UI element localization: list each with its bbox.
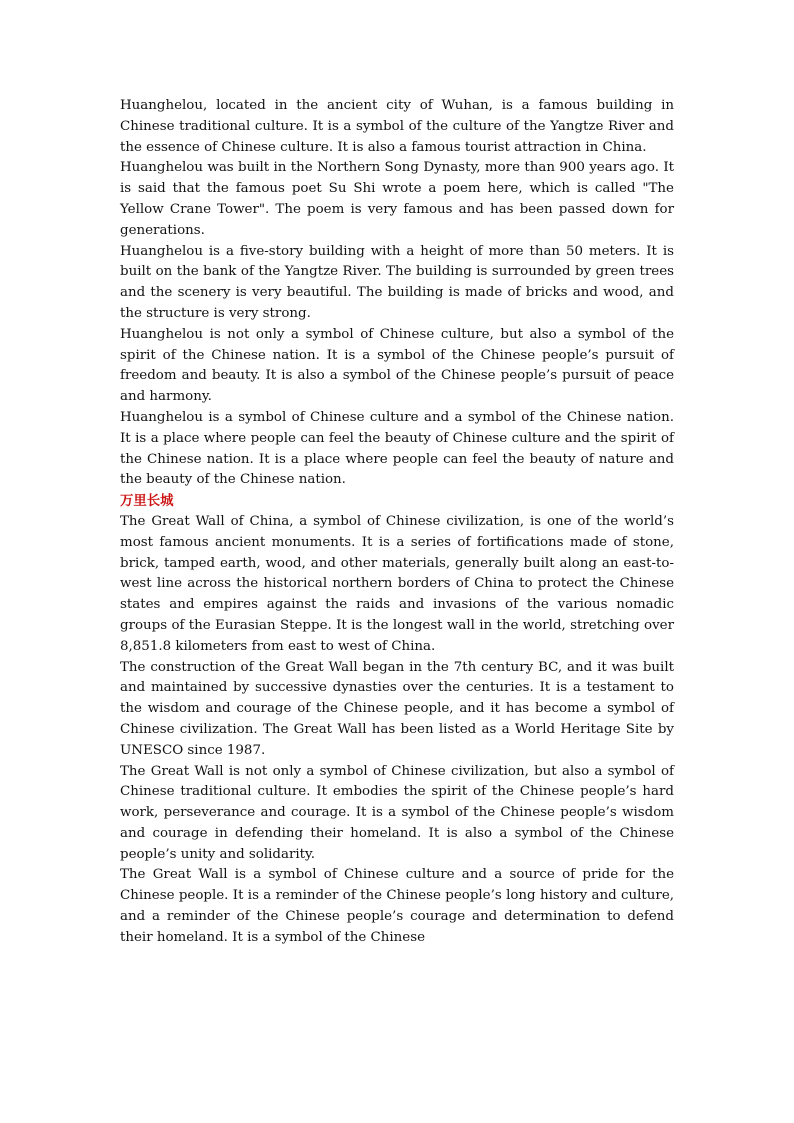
huanghelou-paragraph-2: Huanghelou was built in the Northern Song Dynasty, more than 900 years ago. It is said that the famous poet Su Shi wrote a poem here, which is called "The Yellow Crane Tower". The poem is very famous and has been passed down for generations.: [120, 160, 674, 238]
great-wall-paragraph-3: The Great Wall is not only a symbol of Chinese civilization, but also a symbol of Chinese traditional culture. It embodies the spirit of the Chinese people’s hard work, perseverance and courage. It is a symbol of the Chinese people’s wisdom and courage in defending their homeland. It is also a symbol of the Chinese people’s unity and solidarity.: [120, 763, 674, 862]
huanghelou-paragraph-3: Huanghelou is a five-story building with a height of more than 50 meters. It is built on the bank of the Yangtze River. The building is surrounded by green trees and the scenery is very beautiful. The building is made of bricks and wood, and the structure is very strong.: [120, 243, 674, 321]
document-page: [120, 96, 674, 949]
great-wall-heading: 万里长城: [120, 493, 174, 510]
great-wall-paragraph-1: The Great Wall of China, a symbol of Chinese civilization, is one of the world’s most famous ancient monuments. It is a series of fortifications made of stone, brick, tamped earth, wood, and other materials, generally built along an east-to-west line across the historical northern borders of China to protect the Chinese states and empires against the raids and invasions of the various nomadic groups of the Eurasian Steppe. It is the longest wall in the world, stretching over 8,851.8 kilometers from east to west of China.: [120, 513, 674, 654]
great-wall-paragraph-2: The construction of the Great Wall began in the 7th century BC, and it was built and maintained by successive dynasties over the centuries. It is a testament to the wisdom and courage of the Chinese people, and it has become a symbol of Chinese civilization. The Great Wall has been listed as a World Heritage Site by UNESCO since 1987.: [120, 659, 674, 758]
huanghelou-paragraph-5: Huanghelou is a symbol of Chinese culture and a symbol of the Chinese nation. It is a place where people can feel the beauty of Chinese culture and the spirit of the Chinese nation. It is a place where people can feel the beauty of nature and the beauty of the Chinese nation.: [120, 409, 674, 488]
great-wall-paragraph-4: The Great Wall is a symbol of Chinese culture and a source of pride for the Chinese people. It is a reminder of the Chinese people’s long history and culture, and a reminder of the Chinese people’s courage and determination to defend their homeland. It is a symbol of the Chinese: [120, 867, 674, 945]
huanghelou-paragraph-1: Huanghelou, located in the ancient city of Wuhan, is a famous building in Chinese traditional culture. It is a symbol of the culture of the Yangtze River and the essence of Chinese culture. It is also a famous tourist attraction in China.: [120, 98, 674, 155]
huanghelou-paragraph-4: Huanghelou is not only a symbol of Chinese culture, but also a symbol of the spirit of the Chinese nation. It is a symbol of the Chinese people’s pursuit of freedom and beauty. It is also a symbol of the Chinese people’s pursuit of peace and harmony.: [120, 326, 674, 405]
